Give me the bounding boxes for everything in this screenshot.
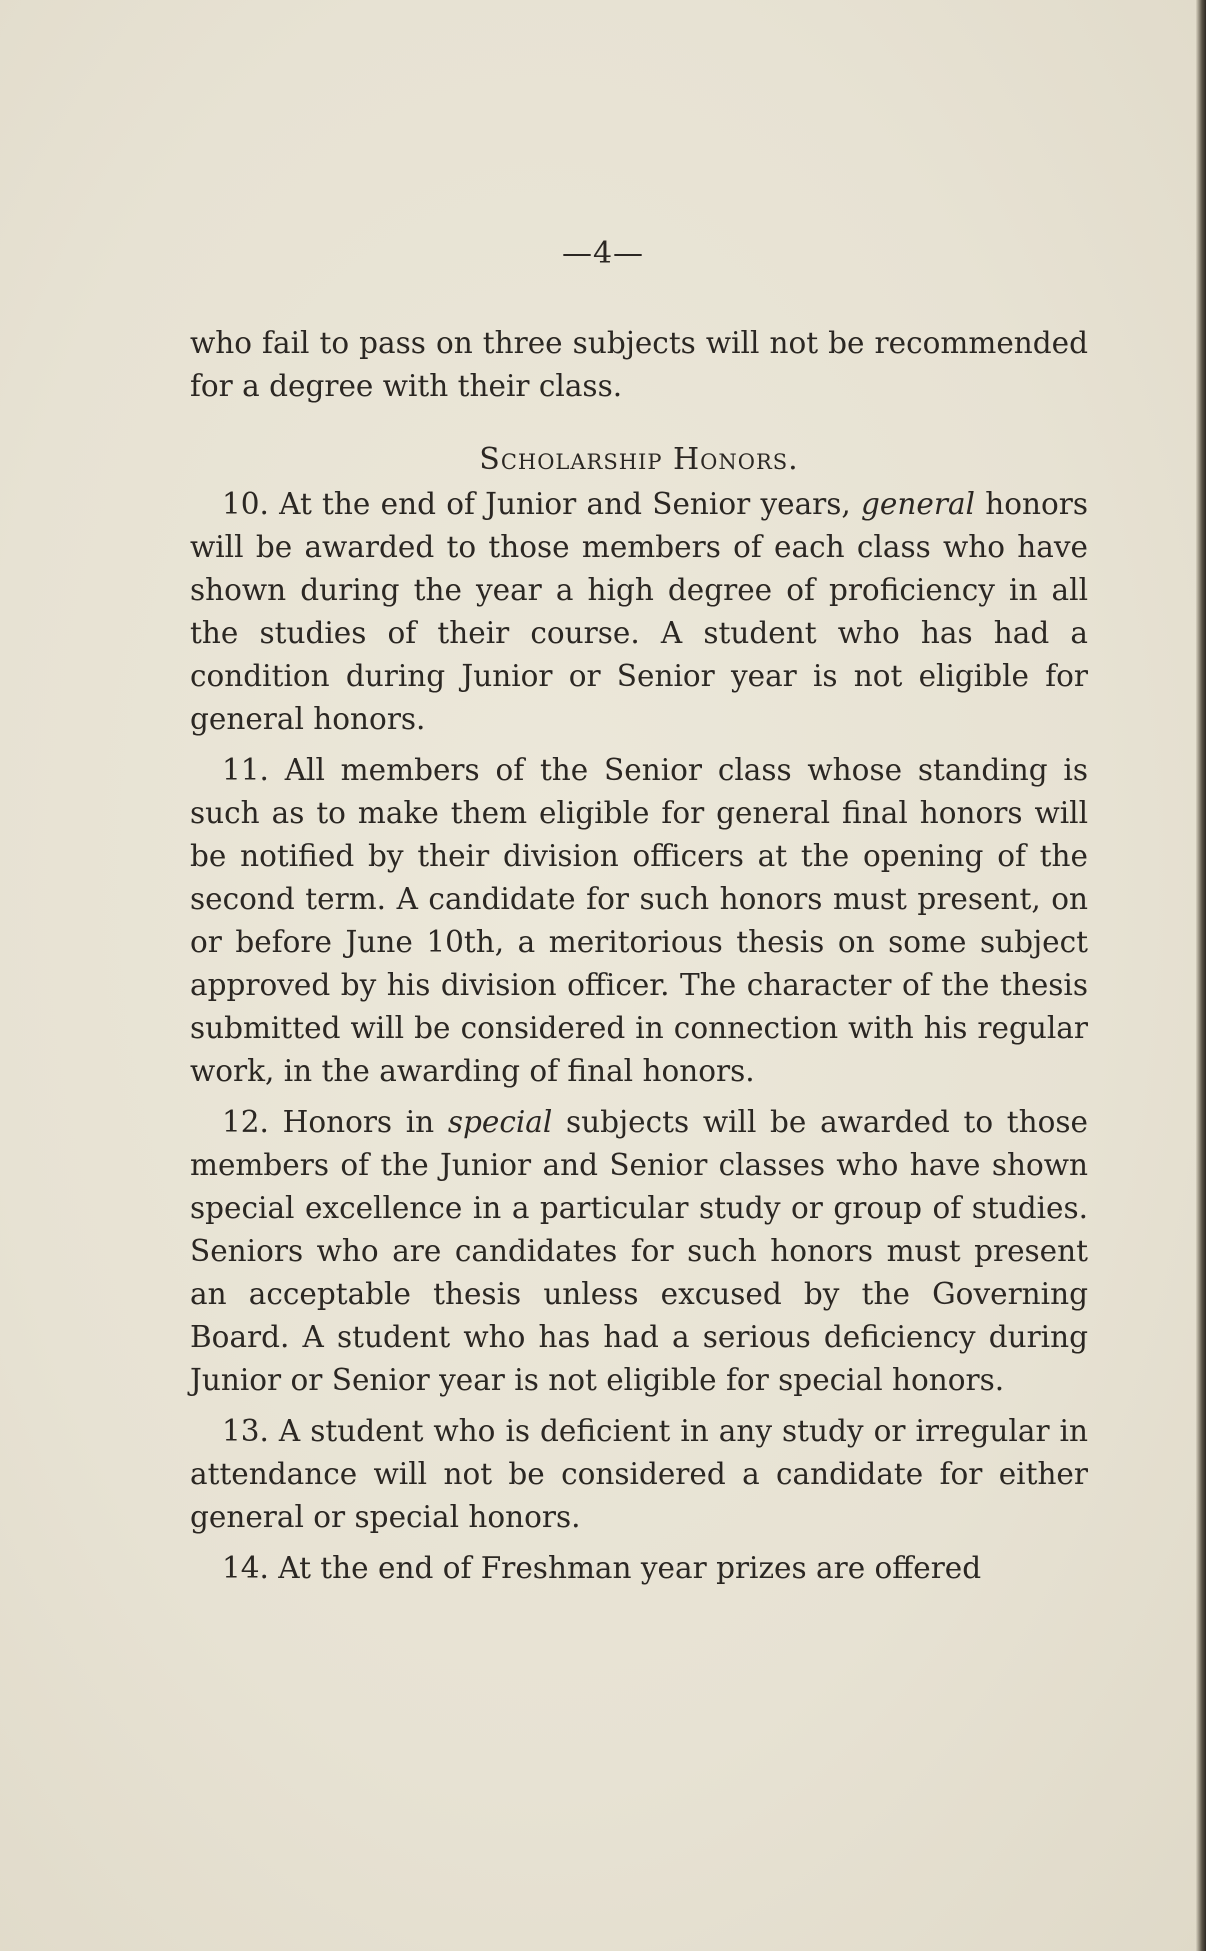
paragraph-12	[190, 1101, 1088, 1402]
continuation-paragraph: who fail to pass on three subjects will not be recommended for a degree with their class.	[190, 326, 1088, 403]
paragraph-10-start: 10. At the end of Junior and Senior years,	[222, 487, 862, 521]
section-heading: Scholarship Honors.	[479, 442, 799, 477]
paragraph-13: 13. A student who is deficient in any study or irregular in attendance will not be considered a candidate for either general or special honors.	[190, 1414, 1088, 1534]
paragraph-12-start: 12. Honors in	[222, 1105, 448, 1139]
paragraph-10-emphasis: general	[861, 487, 975, 521]
body-text	[190, 322, 1088, 1598]
paragraph-12-emphasis: special	[447, 1105, 553, 1139]
page-edge	[1196, 0, 1206, 1951]
paragraph-14: 14. At the end of Freshman year prizes are offered	[222, 1551, 982, 1585]
paragraph-10	[190, 483, 1088, 741]
paragraph-11: 11. All members of the Senior class whose standing is such as to make them eligible for general final honors will be notified by their division officers at the opening of the second term. A candidate for such honors must present, on or before June 10th, a meritorious thesis on some subject approved by his division officer. The character of the thesis submitted will be considered in connection with his regular work, in the awarding of final honors.	[190, 753, 1088, 1088]
page-number: —4—	[561, 236, 645, 271]
paragraph-10-rest: honors will be awarded to those members of each class who have shown during the year a high degree of proficiency in all the studies of their course. A student who has had a condition during Junior or Senior year is not eligible for general honors.	[190, 487, 1088, 736]
paragraph-12-rest: subjects will be awarded to those members of the Junior and Senior classes who have shown special excellence in a particular study or group of studies. Seniors who are candidates for such honors must present an acceptable thesis unless excused by the Governing Board. A student who has had a serious deficiency during Junior or Senior year is not eligible for special honors.	[190, 1105, 1088, 1397]
